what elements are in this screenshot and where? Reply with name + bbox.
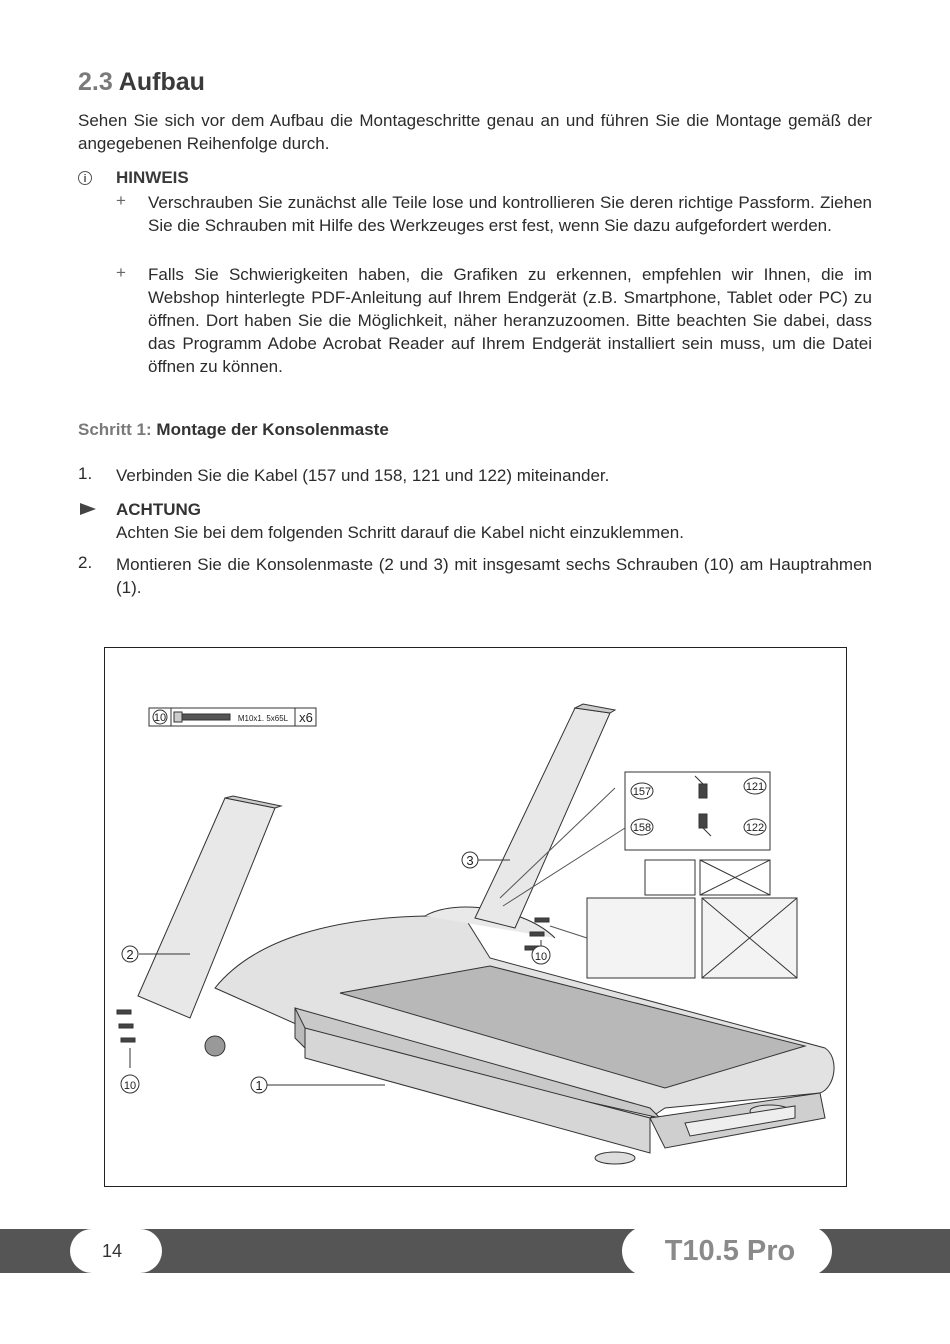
info-icon: i — [78, 171, 92, 185]
step-title — [78, 420, 389, 440]
instruction-text: Verbinden Sie die Kabel (157 und 158, 121 und 122) miteinander. — [116, 466, 610, 485]
step-prefix: Schritt 1: — [78, 420, 152, 439]
instruction-number: 1. — [78, 464, 93, 483]
callout-label: 10 — [123, 1080, 137, 1092]
section-heading — [78, 68, 205, 97]
note-label: HINWEIS — [116, 168, 189, 187]
instruction-text: Montieren Sie die Konsolenmaste (2 und 3) mit insgesamt sechs Schrauben (10) am Hauptrahmen (1). — [116, 555, 872, 597]
cable-label: 158 — [632, 822, 652, 834]
callout-label: 3 — [466, 853, 474, 868]
hardware-spec: M10x1. 5x65L — [237, 714, 289, 723]
section-number: 2.3 — [78, 68, 113, 96]
callout-label: 10 — [534, 951, 548, 963]
treadmill-illustration — [105, 648, 846, 1186]
note-item: Falls Sie Schwierigkeiten haben, die Grafiken zu erkennen, empfehlen wir Ihnen, die im Webshop hinterlegte PDF-Anleitung auf Ihrem Endgerät (z.B. Smartphone, Tablet oder PC) zu öffnen. Dort haben Sie die Möglichkeit, näher heranzuzoomen. Bitte beachten Sie dabei, dass das Programm Adobe Acrobat Reader auf Ihrem Endgerät installiert sein muss, um die Datei öffnen zu können. — [148, 265, 872, 376]
assembly-figure — [104, 647, 847, 1187]
arrow-right-icon — [80, 503, 96, 515]
cable-label: 121 — [745, 781, 765, 793]
model-name: T10.5 Pro — [622, 1226, 832, 1276]
warning-text: Achten Sie bei dem folgenden Schritt darauf die Kabel nicht einzuklemmen. — [116, 523, 684, 542]
note-item: Verschrauben Sie zunächst alle Teile lose und kontrollieren Sie deren richtige Passform. Ziehen Sie die Schrauben mit Hilfe des Werkzeuges erst fest, wenn Sie dazu aufgefordert werden. — [148, 193, 872, 235]
step-name: Montage der Konsolenmaste — [156, 420, 389, 439]
callout-label: 1 — [255, 1078, 263, 1093]
cable-label: 157 — [632, 786, 652, 798]
hardware-quantity: x6 — [299, 710, 313, 725]
hardware-part-number: 10 — [153, 712, 167, 724]
cable-label: 122 — [745, 822, 765, 834]
instruction-number: 2. — [78, 553, 93, 572]
page-number: 14 — [70, 1229, 162, 1273]
warning-label: ACHTUNG — [116, 500, 201, 519]
bullet-marker: + — [116, 191, 126, 210]
intro-paragraph: Sehen Sie sich vor dem Aufbau die Montageschritte genau an und führen Sie die Montage gemäß der angegebenen Reihenfolge durch. — [78, 111, 872, 153]
bullet-marker: + — [116, 263, 126, 282]
section-title: Aufbau — [118, 68, 205, 96]
callout-label: 2 — [126, 947, 134, 962]
